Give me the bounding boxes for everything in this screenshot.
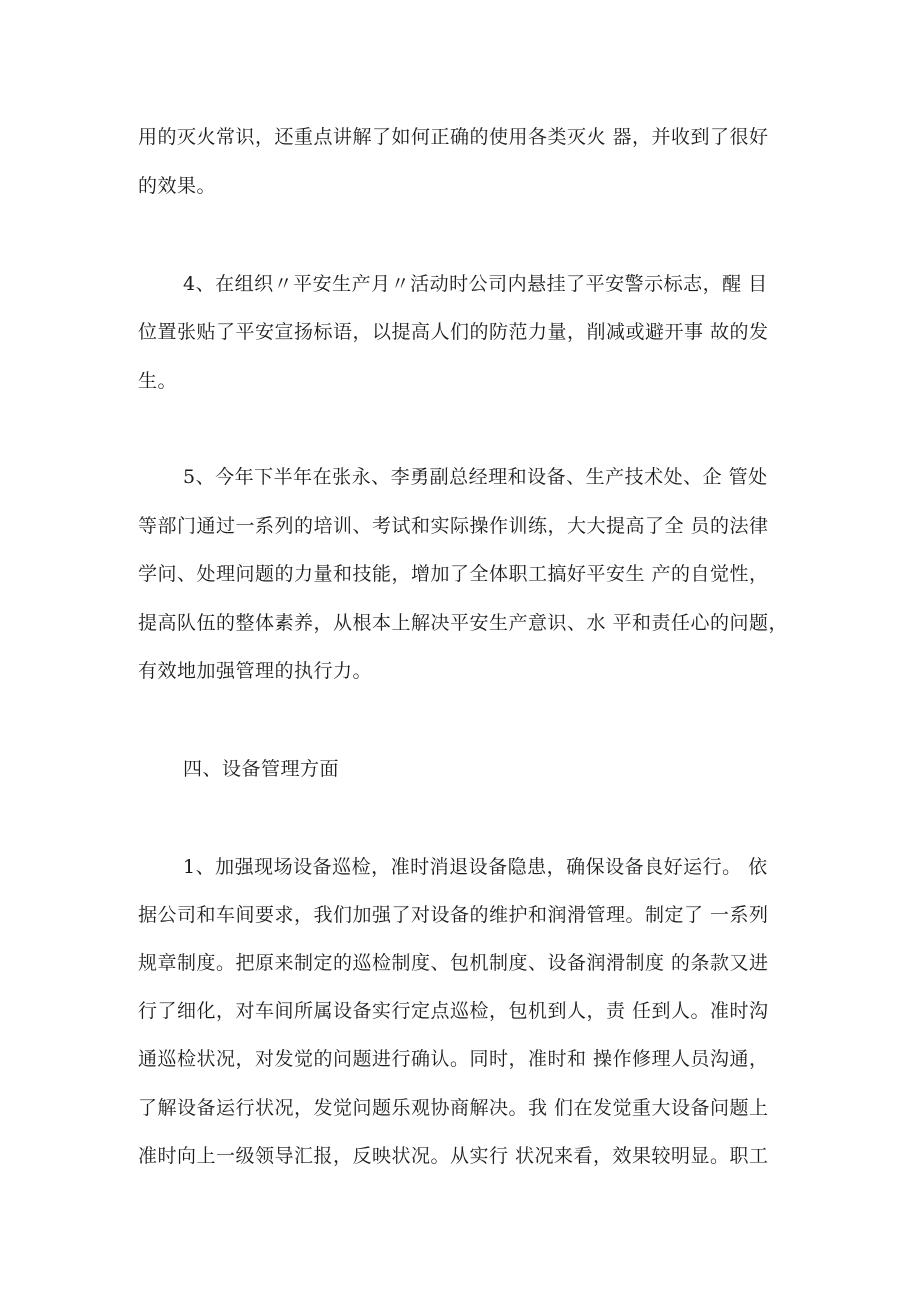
paragraph-4-line-2: 位置张贴了平安宣扬标语，以提高人们的防范力量，削减或避开事 故的发	[138, 321, 769, 343]
paragraph-continuation-line-1: 用的灭火常识，还重点讲解了如何正确的使用各类灭火 器，并收到了很好	[138, 126, 769, 148]
paragraph-1-line-6: 了解设备运行状况，发觉问题乐观协商解决。我 们在发觉重大设备问题上	[138, 1097, 769, 1119]
paragraph-4-line-1: 4、在组织〃平安生产月〃活动时公司内悬挂了平安警示标志，醒 目	[183, 273, 768, 295]
paragraph-5-line-2: 等部门通过一系列的培训、考试和实际操作训练，大大提高了全 员的法律	[138, 515, 769, 537]
paragraph-1-line-1: 1、加强现场设备巡检，准时消退设备隐患，确保设备良好运行。 依	[183, 856, 768, 878]
paragraph-5-line-4: 提高队伍的整体素养，从根本上解决平安生产意识、水 平和责任心的问题，	[138, 612, 789, 634]
paragraph-1-line-5: 通巡检状况，对发觉的问题进行确认。同时，准时和 操作修理人员沟通，	[138, 1048, 769, 1070]
section-heading: 四、设备管理方面	[183, 758, 340, 780]
paragraph-4-line-3: 生。	[138, 370, 178, 392]
paragraph-5-line-1: 5、今年下半年在张永、李勇副总经理和设备、生产技术处、企 管处	[183, 466, 768, 488]
paragraph-5-line-3: 学问、处理问题的力量和技能，增加了全体职工搞好平安生 产的自觉性，	[138, 563, 769, 585]
paragraph-1-line-3: 规章制度。把原来制定的巡检制度、包机制度、设备润滑制度 的条款又进	[138, 952, 769, 974]
paragraph-1-line-2: 据公司和车间要求，我们加强了对设备的维护和润滑管理。制定了 一系列	[138, 904, 769, 926]
paragraph-5-line-5: 有效地加强管理的执行力。	[138, 660, 373, 682]
paragraph-continuation-line-2: 的效果。	[138, 175, 217, 197]
paragraph-1-line-4: 行了细化，对车间所属设备实行定点巡检，包机到人，责 任到人。准时沟	[138, 1000, 769, 1022]
paragraph-1-line-7: 准时向上一级领导汇报，反映状况。从实行 状况来看，效果较明显。职工	[138, 1145, 769, 1167]
